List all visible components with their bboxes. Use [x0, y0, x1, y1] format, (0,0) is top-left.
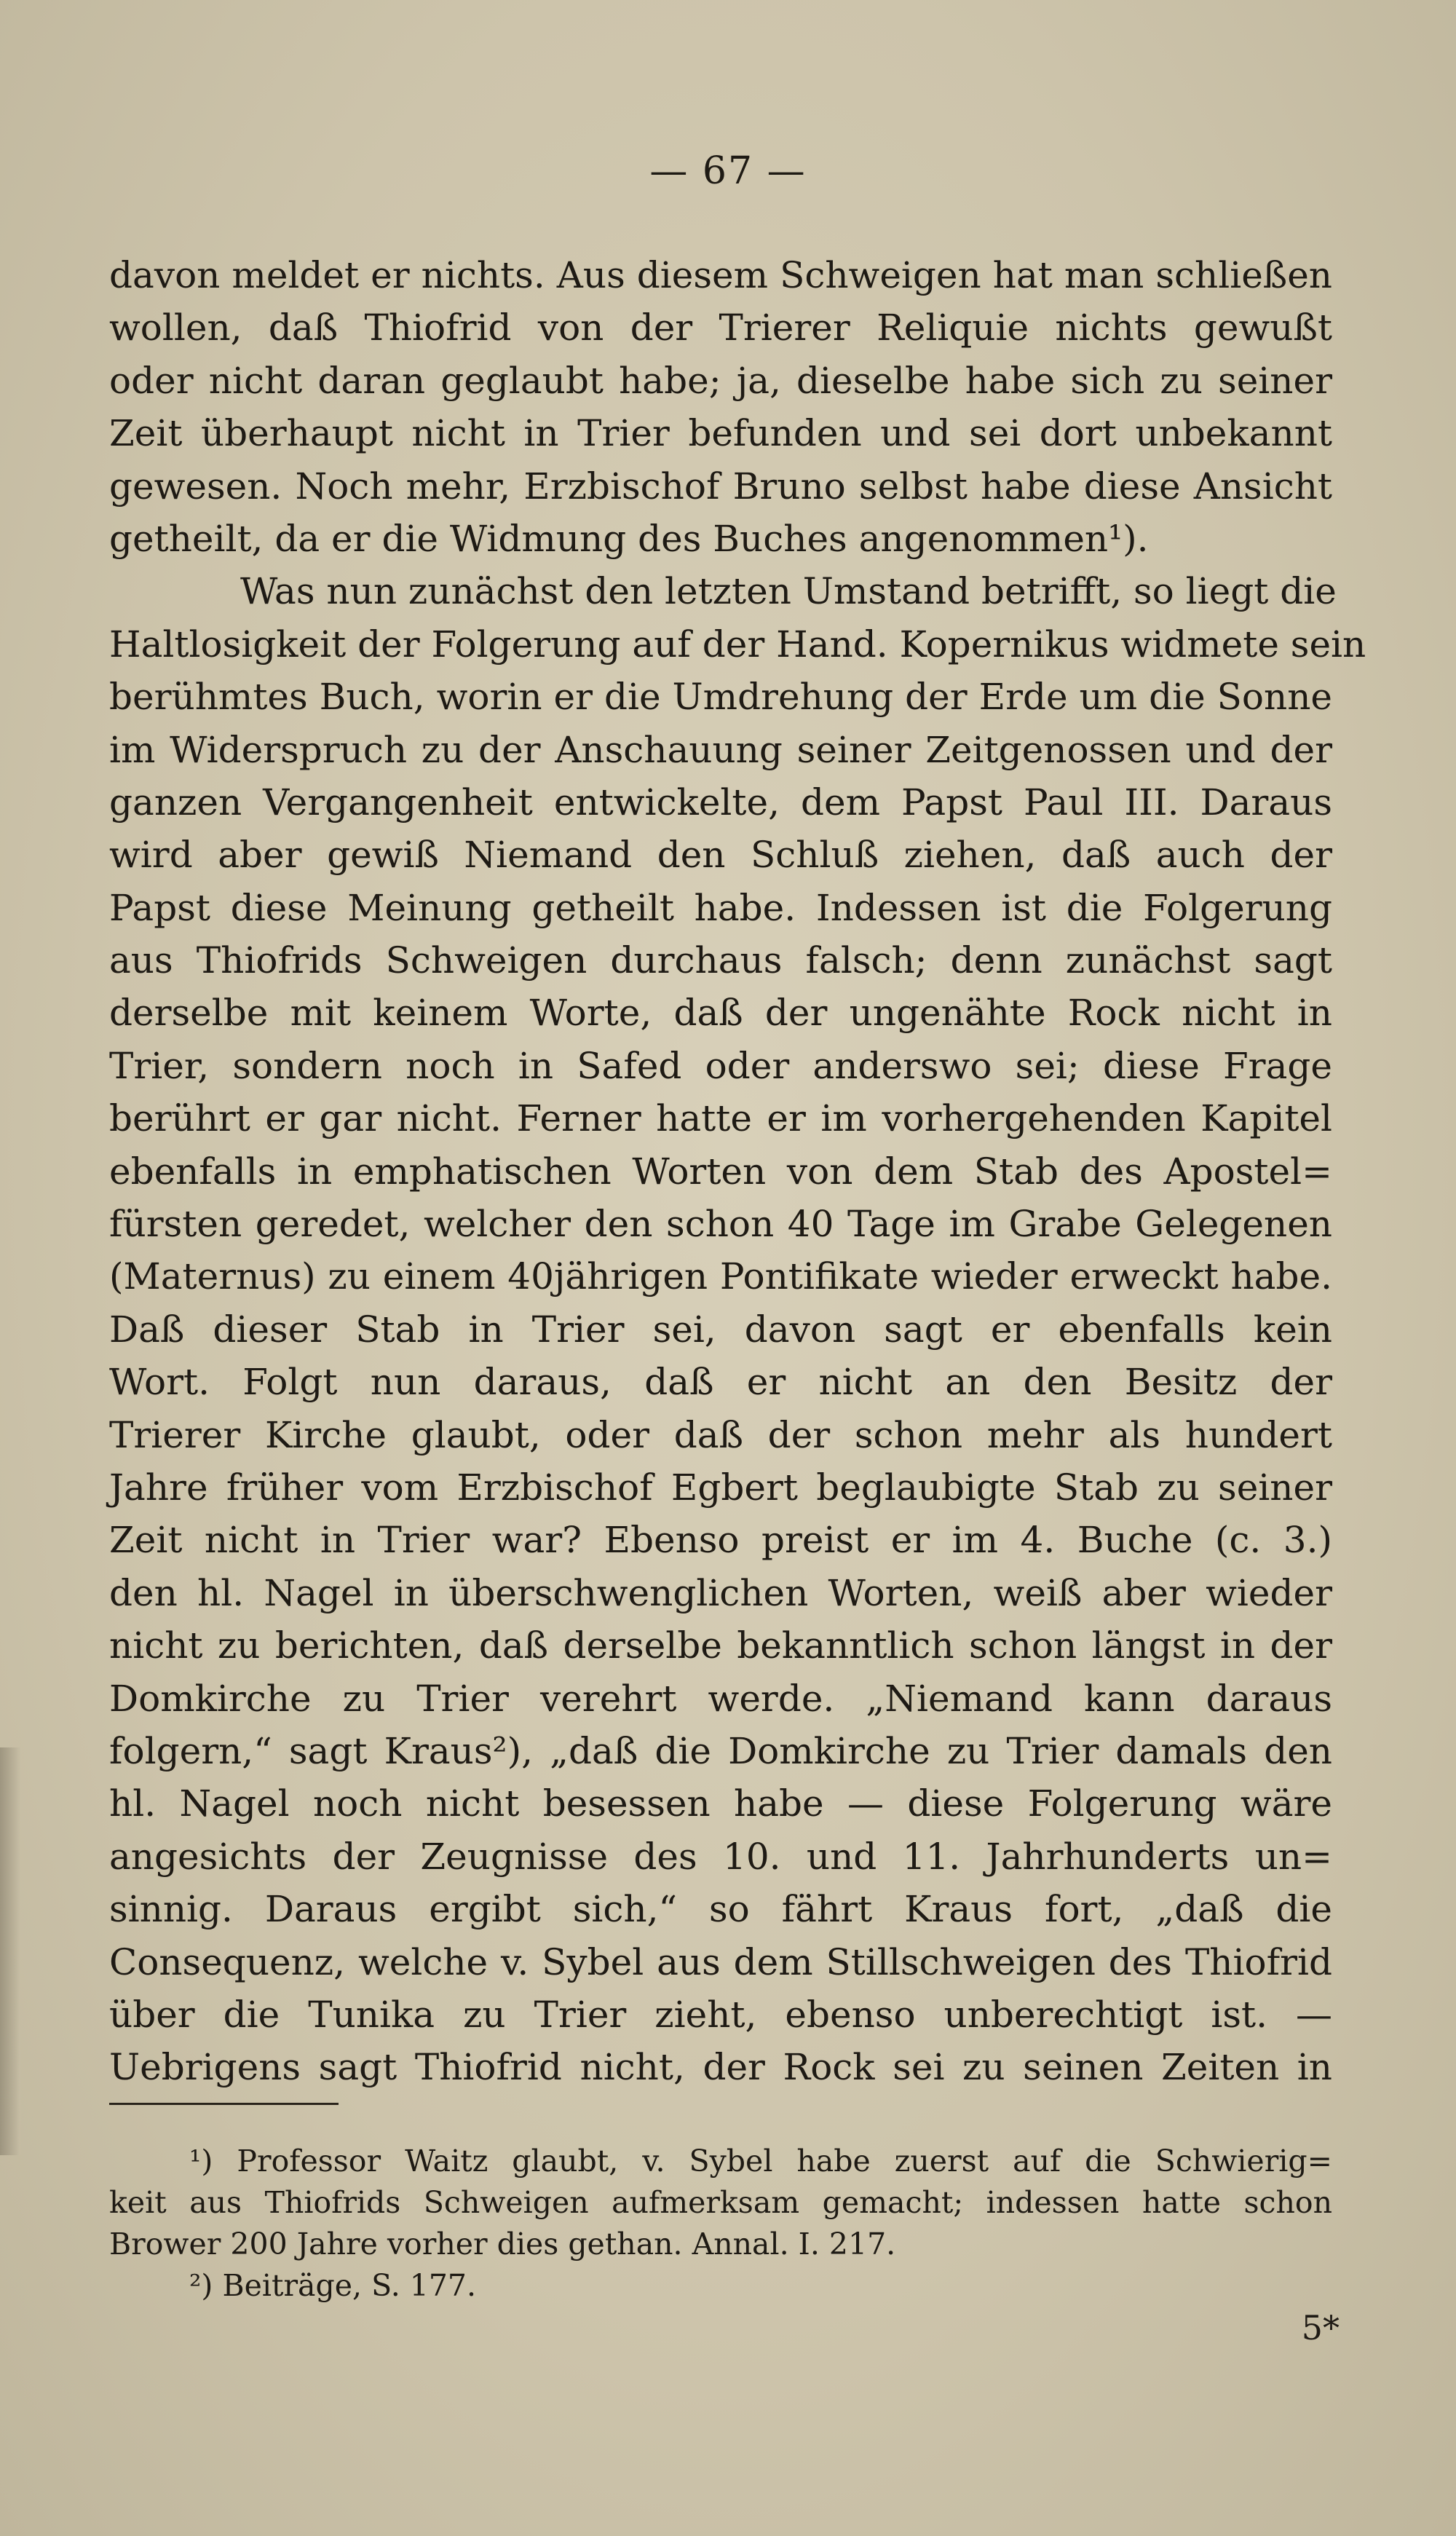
text-line: Consequenz, welche v. Sybel aus dem Stillschweigen des Thiofrid [109, 1940, 1332, 1983]
footnote-line: ¹) Professor Waitz glaubt, v. Sybel habe zuerst auf die Schwierig= [189, 2144, 1332, 2178]
text-line: davon meldet er nichts. Aus diesem Schweigen hat man schließen [109, 254, 1332, 296]
text-line: angesichts der Zeugnisse des 10. und 11. Jahrhunderts un= [109, 1835, 1332, 1878]
main-text [109, 249, 1366, 2094]
footnote-line: Brower 200 Jahre vorher dies gethan. Annal. I. 217. [109, 2227, 896, 2262]
text-line: aus Thiofrids Schweigen durchaus falsch; denn zunächst sagt [109, 939, 1332, 982]
footnote-line: keit aus Thiofrids Schweigen aufmerksam gemacht; indessen hatte schon [109, 2185, 1332, 2220]
text-line: (Maternus) zu einem 40jährigen Pontifikate wieder erweckt habe. [109, 1255, 1332, 1298]
text-line: folgern,“ sagt Kraus²), „daß die Domkirche zu Trier damals den [109, 1729, 1332, 1772]
footnotes [109, 2141, 1332, 2307]
text-line: ebenfalls in emphatischen Worten von dem Stab des Apostel= [109, 1150, 1332, 1193]
footnote-line: ²) Beiträge, S. 177. [189, 2268, 477, 2303]
signature-mark: 5* [1301, 2308, 1340, 2347]
text-line: Daß dieser Stab in Trier sei, davon sagt er ebenfalls kein [109, 1308, 1332, 1351]
text-line: getheilt, da er die Widmung des Buches angenommen¹). [109, 517, 1149, 560]
page-number: — 67 — [649, 149, 807, 193]
text-line: oder nicht daran geglaubt habe; ja, dieselbe habe sich zu seiner [109, 359, 1332, 402]
text-line: sinnig. Daraus ergibt sich,“ so fährt Kraus fort, „daß die [109, 1888, 1332, 1931]
text-line: den hl. Nagel in überschwenglichen Worten, weiß aber wieder [109, 1571, 1332, 1614]
text-line: Was nun zunächst den letzten Umstand betrifft, so liegt die [240, 570, 1337, 613]
text-line: derselbe mit keinem Worte, daß der ungenähte Rock nicht in [109, 992, 1332, 1035]
text-line: Papst diese Meinung getheilt habe. Indessen ist die Folgerung [109, 886, 1332, 929]
text-line: berührt er gar nicht. Ferner hatte er im vorhergehenden Kapitel [109, 1097, 1332, 1140]
text-line: fürsten geredet, welcher den schon 40 Tage im Grabe Gelegenen [109, 1203, 1332, 1246]
text-line: Trierer Kirche glaubt, oder daß der schon mehr als hundert [109, 1413, 1332, 1456]
text-line: Zeit nicht in Trier war? Ebenso preist er im 4. Buche (c. 3.) [109, 1519, 1332, 1562]
text-line: ganzen Vergangenheit entwickelte, dem Papst Paul III. Daraus [109, 781, 1332, 823]
text-line: gewesen. Noch mehr, Erzbischof Bruno selbst habe diese Ansicht [109, 465, 1332, 507]
page-edge-shadow [0, 1747, 20, 2155]
text-line: wollen, daß Thiofrid von der Trierer Reliquie nichts gewußt [109, 307, 1332, 349]
text-line: Wort. Folgt nun daraus, daß er nicht an den Besitz der [109, 1361, 1332, 1404]
text-line: nicht zu berichten, daß derselbe bekanntlich schon längst in der [109, 1624, 1332, 1667]
text-line: hl. Nagel noch nicht besessen habe — diese Folgerung wäre [109, 1782, 1332, 1825]
text-line: Domkirche zu Trier verehrt werde. „Niemand kann daraus [109, 1677, 1332, 1720]
text-line: im Widerspruch zu der Anschauung seiner Zeitgenossen und der [109, 728, 1332, 771]
text-line: Jahre früher vom Erzbischof Egbert beglaubigte Stab zu seiner [109, 1466, 1332, 1509]
footnote-divider [109, 2103, 339, 2105]
text-line: Zeit überhaupt nicht in Trier befunden und sei dort unbekannt [109, 412, 1332, 455]
text-line: Uebrigens sagt Thiofrid nicht, der Rock sei zu seinen Zeiten in [109, 2046, 1332, 2089]
text-line: berühmtes Buch, worin er die Umdrehung der Erde um die Sonne [109, 676, 1332, 719]
text-line: Haltlosigkeit der Folgerung auf der Hand. Kopernikus widmete sein [109, 623, 1366, 665]
text-line: über die Tunika zu Trier zieht, ebenso unberechtigt ist. — [109, 1993, 1332, 2036]
text-line: wird aber gewiß Niemand den Schluß ziehen, daß auch der [109, 834, 1332, 877]
text-line: Trier, sondern noch in Safed oder anderswo sei; diese Frage [109, 1044, 1332, 1087]
